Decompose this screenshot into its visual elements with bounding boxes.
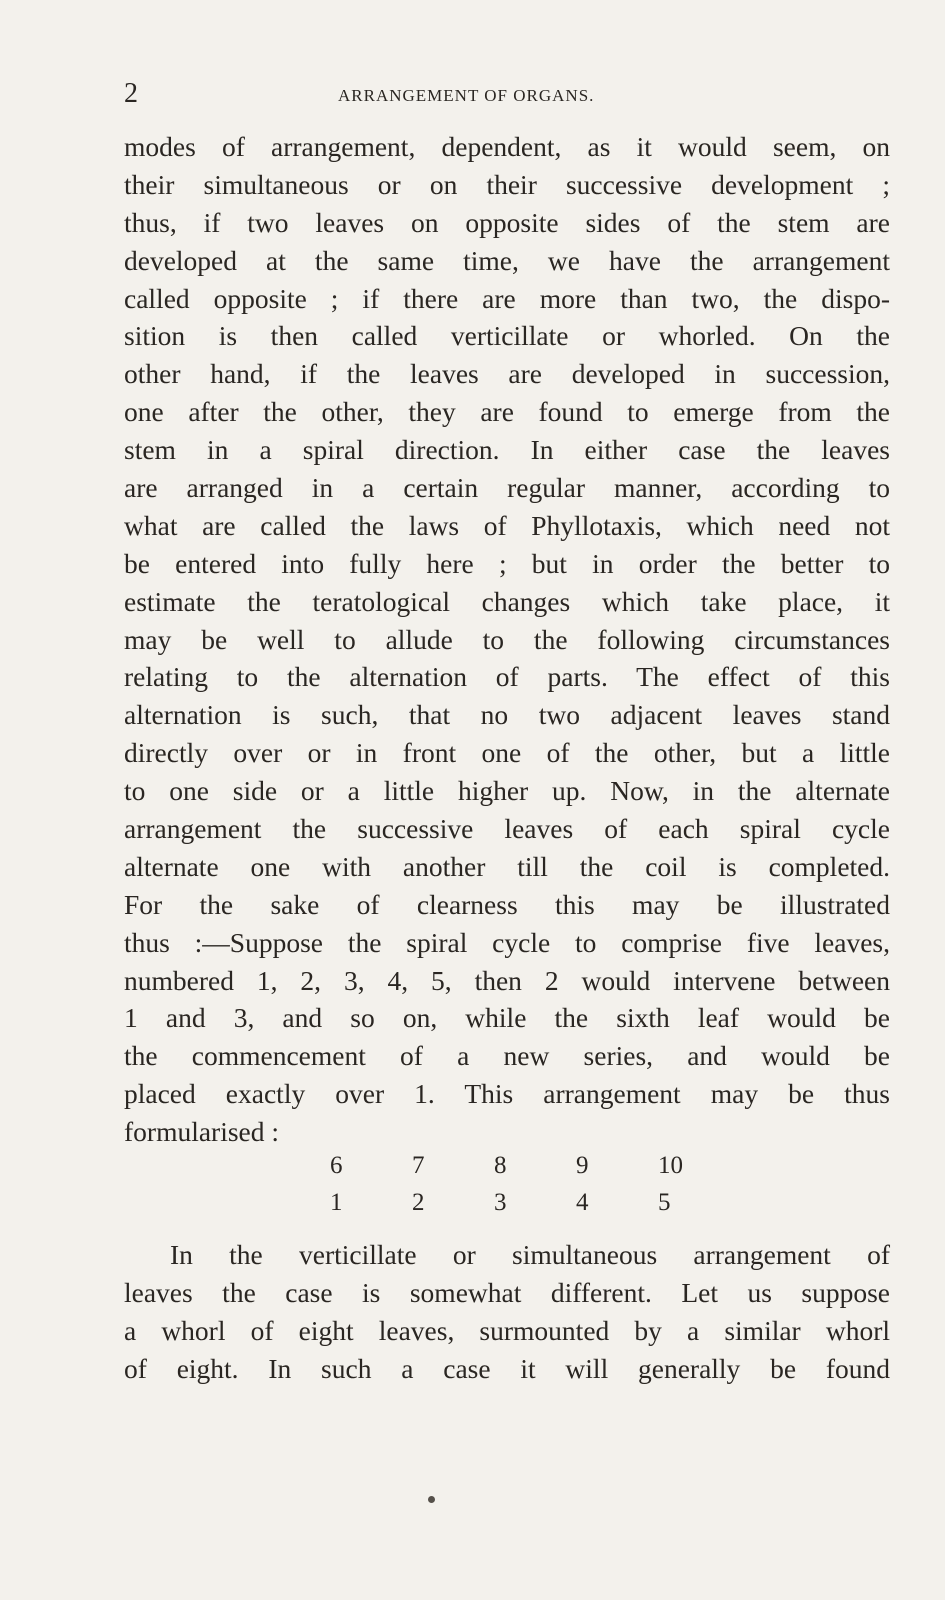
- text-line: of eight. In such a case it will generally be found: [124, 1352, 890, 1384]
- formula-number: 9: [576, 1152, 589, 1179]
- text-line: alternation is such, that no two adjacent leaves stand: [124, 699, 890, 731]
- formula-number: 2: [412, 1189, 425, 1216]
- text-line: numbered 1, 2, 3, 4, 5, then 2 would intervene between: [124, 964, 890, 996]
- text-line: 1 and 3, and so on, while the sixth leaf would be: [124, 1002, 890, 1034]
- text-line: what are called the laws of Phyllotaxis, which need not: [124, 509, 890, 541]
- formula-number: 8: [494, 1152, 507, 1179]
- formula-number: 5: [658, 1189, 671, 1216]
- text-line: directly over or in front one of the other, but a little: [124, 737, 890, 769]
- paper-speck: [428, 1496, 435, 1503]
- text-line: called opposite ; if there are more than two, the dispo-: [124, 282, 890, 314]
- text-line: be entered into fully here ; but in order the better to: [124, 547, 890, 579]
- text-line: one after the other, they are found to emerge from the: [124, 396, 890, 428]
- text-line: In the verticillate or simultaneous arrangement of: [170, 1239, 890, 1270]
- paragraph-2: [124, 1236, 890, 1388]
- text-line: a whorl of eight leaves, surmounted by a similar whorl: [124, 1314, 890, 1346]
- text-line: thus :—Suppose the spiral cycle to comprise five leaves,: [124, 926, 890, 958]
- formula-bottom-row: [330, 1189, 740, 1226]
- phyllotaxis-formula: [330, 1152, 740, 1226]
- formula-number: 7: [412, 1152, 425, 1179]
- text-line: relating to the alternation of parts. The effect of this: [124, 661, 890, 693]
- text-line: are arranged in a certain regular manner, according to: [124, 472, 890, 504]
- text-line: alternate one with another till the coil is completed.: [124, 850, 890, 882]
- text-line: arrangement the successive leaves of each spiral cycle: [124, 813, 890, 845]
- paragraph-1: [124, 128, 890, 1151]
- text-line: may be well to allude to the following circumstances: [124, 623, 890, 655]
- formula-number: 3: [494, 1189, 507, 1216]
- formula-number: 1: [330, 1189, 343, 1216]
- formula-number: 6: [330, 1152, 343, 1179]
- text-line: developed at the same time, we have the arrangement: [124, 244, 890, 276]
- text-line: their simultaneous or on their successive development ;: [124, 168, 890, 200]
- formula-top-row: [330, 1152, 740, 1189]
- page-number: 2: [124, 78, 138, 109]
- text-line: to one side or a little higher up. Now, in the alternate: [124, 775, 890, 807]
- text-line: placed exactly over 1. This arrangement may be thus: [124, 1078, 890, 1110]
- formula-number: 10: [658, 1152, 683, 1179]
- text-line: estimate the teratological changes which take place, it: [124, 585, 890, 617]
- text-line: the commencement of a new series, and would be: [124, 1040, 890, 1072]
- text-line: other hand, if the leaves are developed in succession,: [124, 358, 890, 390]
- text-line: formularised :: [124, 1116, 280, 1148]
- formula-number: 4: [576, 1189, 589, 1216]
- text-line: sition is then called verticillate or whorled. On the: [124, 320, 890, 352]
- text-line: modes of arrangement, dependent, as it would seem, on: [124, 131, 890, 162]
- text-line: leaves the case is somewhat different. Let us suppose: [124, 1276, 890, 1308]
- running-title: ARRANGEMENT OF ORGANS.: [338, 86, 595, 105]
- text-line: stem in a spiral direction. In either case the leaves: [124, 434, 890, 466]
- text-line: thus, if two leaves on opposite sides of the stem are: [124, 206, 890, 238]
- text-line: For the sake of clearness this may be illustrated: [124, 888, 890, 920]
